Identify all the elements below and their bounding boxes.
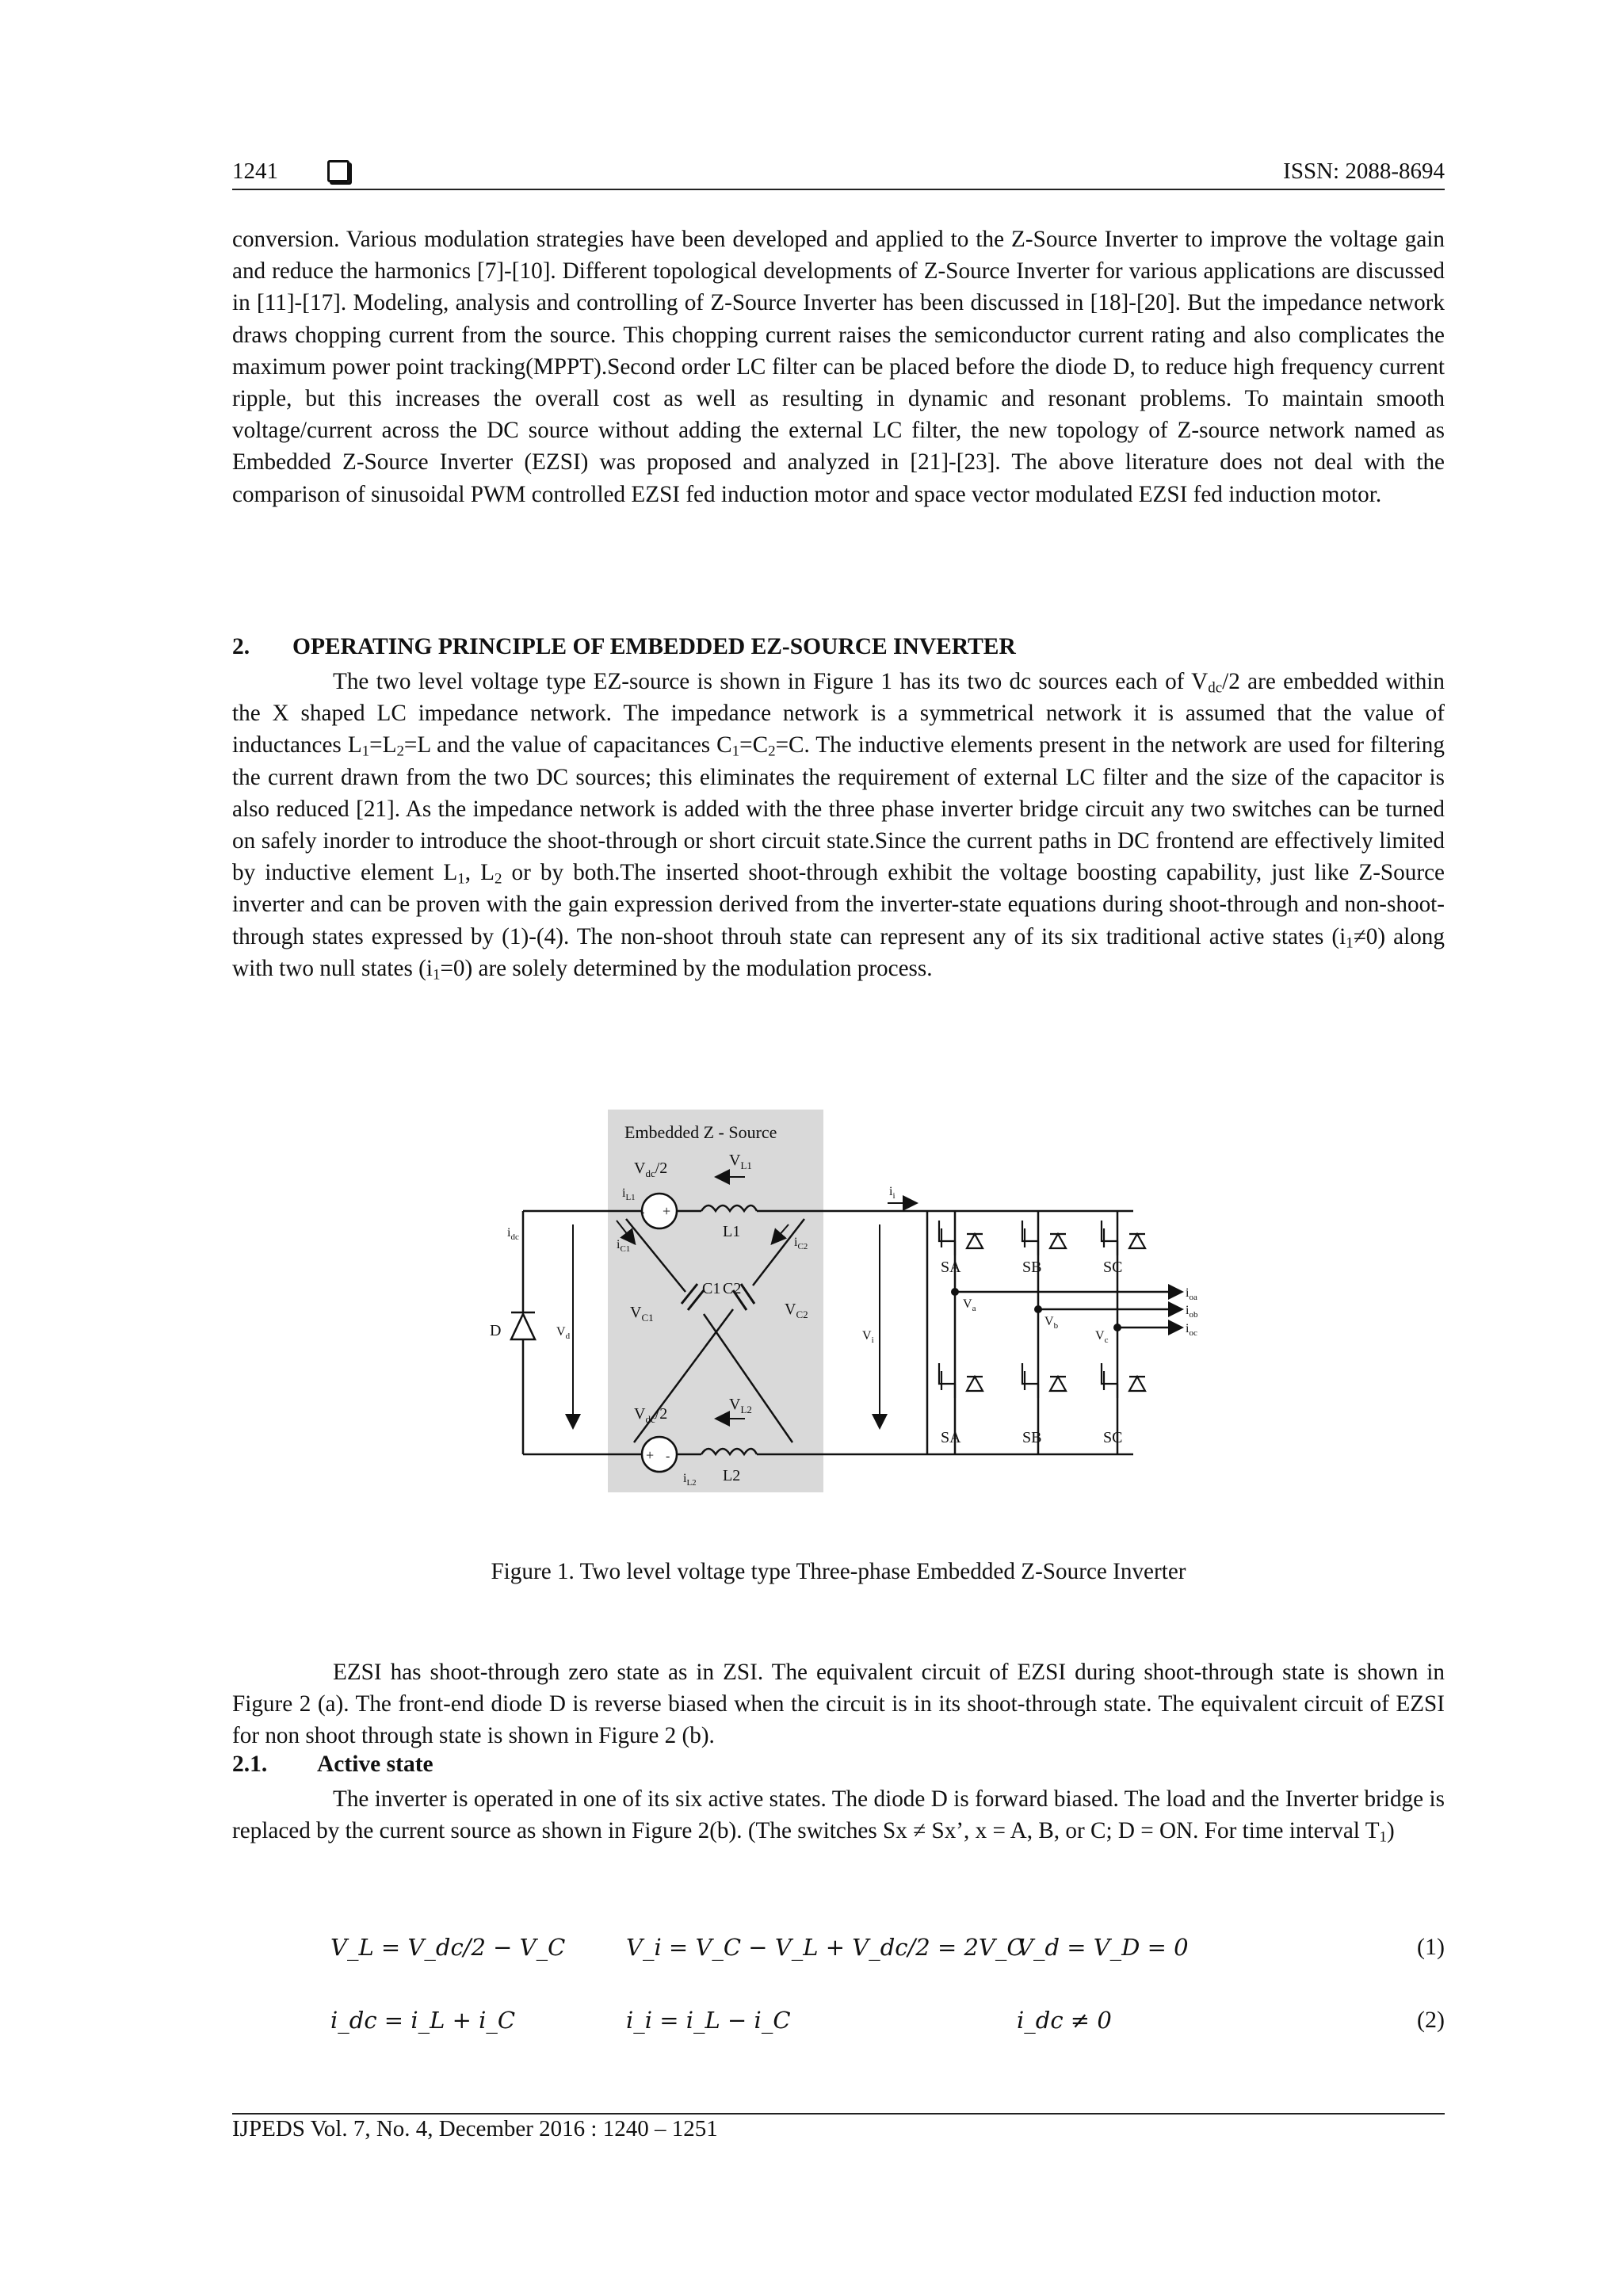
paragraph-3 bbox=[232, 1656, 1445, 1752]
section-2-title: OPERATING PRINCIPLE OF EMBEDDED EZ-SOURCE INVERTER bbox=[292, 634, 1016, 659]
label-minus-bottom: - bbox=[666, 1450, 670, 1463]
label-vl2: $V_{L2}$ bbox=[729, 1396, 752, 1415]
footer-rule bbox=[232, 2113, 1445, 2115]
section-2-text: The two level voltage type EZ-source is shown in Figure 1 has its two dc sources each of $V_{dc}/2$ are embedded within the X shaped LC impedance network. The impedance network is a symmetrical network it is assumed that the value of inductances $L_1=L_2=L$ and the value of capacitances $C_1=C_2=C$. The inductive elements present in the network are used for filtering the current drawn from the two DC sources; this eliminates the requirement of external LC filter and the size of the capacitor is also reduced [21]. As the impedance network is added with the three phase inverter bridge circuit any two switches can be turned on safely inorder to introduce the shoot-through or short circuit state.Since the current paths in DC frontend are effectively limited by inductive element $L_1$, $L_2$ or by both.The inserted shoot-through exhibit the voltage boosting capability, just like Z-Source inverter and can be proven with the gain expression derived from the inverter-state equations during shoot-through and non-shoot-through states expressed by (1)-(4). The non-shoot throuh state can represent any of its six traditional active states $(i_1\ne 0)$ along with two null states $(i_1=0)$ are solely determined by the modulation process. bbox=[232, 669, 1445, 984]
section-2-1-text: The inverter is operated in one of its six active states. The diode D is forward biased. The load and the Inverter bridge is replaced by the current source as shown in Figure 2(b). (The switches Sx ≠ Sx’, x = A, B, or C; D = ON. For time interval $T_1$) bbox=[232, 1786, 1445, 1846]
page-header bbox=[232, 155, 1445, 187]
eq2-number: (2) bbox=[1417, 2007, 1445, 2033]
label-vdc-bottom: $V_{dc}/2$ bbox=[634, 1405, 668, 1425]
footer: IJPEDS Vol. 7, No. 4, December 2016 : 1240 – 1251 bbox=[232, 2116, 718, 2141]
issn: ISSN: 2088-8694 bbox=[1283, 159, 1445, 184]
eq1-part1: V_L = V_dc/2 − V_C bbox=[330, 1934, 566, 1961]
label-l1: L1 bbox=[723, 1223, 741, 1240]
eq1-number: (1) bbox=[1417, 1934, 1445, 1960]
figure-1-circuit bbox=[490, 1110, 1220, 1514]
label-sa-bottom: SA bbox=[941, 1429, 961, 1446]
label-sb-bottom: SB bbox=[1022, 1429, 1042, 1446]
box-title: Embedded Z - Source bbox=[624, 1122, 777, 1142]
label-vc-phase: $V_c$ bbox=[1095, 1329, 1109, 1345]
eq2-part3: i_dc ≠ 0 bbox=[1017, 2007, 1112, 2034]
section-2-1-title: Active state bbox=[317, 1752, 433, 1777]
equation-1 bbox=[232, 1934, 1445, 1973]
label-ii: $i_i$ bbox=[889, 1185, 896, 1201]
label-minus-top: - bbox=[640, 1205, 645, 1219]
label-vb: $V_b$ bbox=[1044, 1315, 1059, 1331]
section-2-1-number: 2.1. bbox=[232, 1752, 268, 1777]
section-2-1-heading bbox=[232, 1752, 433, 1778]
label-vc2: $V_{C2}$ bbox=[785, 1301, 808, 1320]
eq2-part2: i_i = i_L − i_C bbox=[626, 2007, 791, 2034]
label-ic1: $i_{C1}$ bbox=[617, 1238, 631, 1254]
eq1-part2: V_i = V_C − V_L + V_dc/2 = 2V_C bbox=[626, 1934, 1025, 1961]
intro-paragraph bbox=[232, 223, 1445, 510]
eq1-part3: V_d = V_D = 0 bbox=[1017, 1934, 1189, 1961]
label-ioc: $i_{oc}$ bbox=[1186, 1322, 1197, 1338]
section-2-1-paragraph bbox=[232, 1783, 1445, 1847]
intro-text: conversion. Various modulation strategies have been developed and applied to the Z-Source Inverter to improve the voltage gain and reduce the harmonics [7]-[10]. Different topological developments of Z-Source Inverter for various applications are discussed in [11]-[17]. Modeling, analysis and controlling of Z-Source Inverter has been discussed in [18]-[20]. But the impedance network draws chopping current from the source. This chopping current raises the semiconductor current rating and also complicates the maximum power point tracking(MPPT).Second order LC filter can be placed before the diode D, to reduce high frequency current ripple, but this increases the overall cost as well as resulting in dynamic and resonant problems. To maintain smooth voltage/current across the DC source without adding the external LC filter, the new topology of Z-source network named as Embedded Z-Source Inverter (EZSI) was proposed and analyzed in [21]-[23]. The above literature does not deal with the comparison of sinusoidal PWM controlled EZSI fed induction motor and space vector modulated EZSI fed induction motor. bbox=[232, 227, 1445, 507]
label-vc1: $V_{C1}$ bbox=[630, 1304, 654, 1324]
label-va: $V_a$ bbox=[963, 1297, 976, 1313]
page-number: 1241 bbox=[232, 159, 278, 184]
eq2-part1: i_dc = i_L + i_C bbox=[330, 2007, 516, 2034]
label-sc-bottom: SC bbox=[1103, 1429, 1123, 1446]
label-iob: $i_{ob}$ bbox=[1186, 1304, 1198, 1320]
label-ioa: $i_{oa}$ bbox=[1186, 1286, 1197, 1302]
label-vdc-top: $V_{dc}/2$ bbox=[634, 1159, 668, 1179]
label-il1: $i_{L1}$ bbox=[622, 1186, 636, 1202]
label-il2: $i_{L2}$ bbox=[683, 1472, 697, 1488]
label-ic2: $i_{C2}$ bbox=[794, 1236, 808, 1251]
label-vd: $V_d$ bbox=[556, 1325, 571, 1341]
label-vi: $V_i$ bbox=[862, 1329, 874, 1345]
label-idc: $i_{dc}$ bbox=[507, 1226, 519, 1242]
paragraph-3-text: EZSI has shoot-through zero state as in ZSI. The equivalent circuit of EZSI during shoot-through state is shown in Figure 2 (a). The front-end diode D is reverse biased when the circuit is in its shoot-through state. The equivalent circuit of EZSI for non shoot through state is shown in Figure 2 (b). bbox=[232, 1660, 1445, 1749]
label-sb-top: SB bbox=[1022, 1259, 1042, 1276]
label-plus-bottom: + bbox=[646, 1447, 655, 1463]
equation-2 bbox=[232, 2007, 1445, 2046]
circuit-diagram bbox=[490, 1110, 1220, 1514]
label-sa-top: SA bbox=[941, 1259, 961, 1276]
label-d: D bbox=[490, 1322, 502, 1339]
label-l2: L2 bbox=[723, 1467, 741, 1484]
figure-1-caption: Figure 1. Two level voltage type Three-phase Embedded Z-Source Inverter bbox=[491, 1559, 1186, 1584]
label-c2: C2 bbox=[723, 1280, 742, 1297]
label-plus-top: + bbox=[663, 1203, 671, 1219]
section-2-heading bbox=[232, 634, 1016, 660]
section-2-paragraph bbox=[232, 666, 1445, 984]
label-vl1: $V_{L1}$ bbox=[729, 1152, 752, 1171]
label-sc-top: SC bbox=[1103, 1259, 1123, 1276]
label-c1: C1 bbox=[702, 1280, 721, 1297]
header-rule bbox=[232, 189, 1445, 190]
section-2-number: 2. bbox=[232, 634, 250, 659]
checkbox-glyph-icon bbox=[327, 160, 349, 182]
